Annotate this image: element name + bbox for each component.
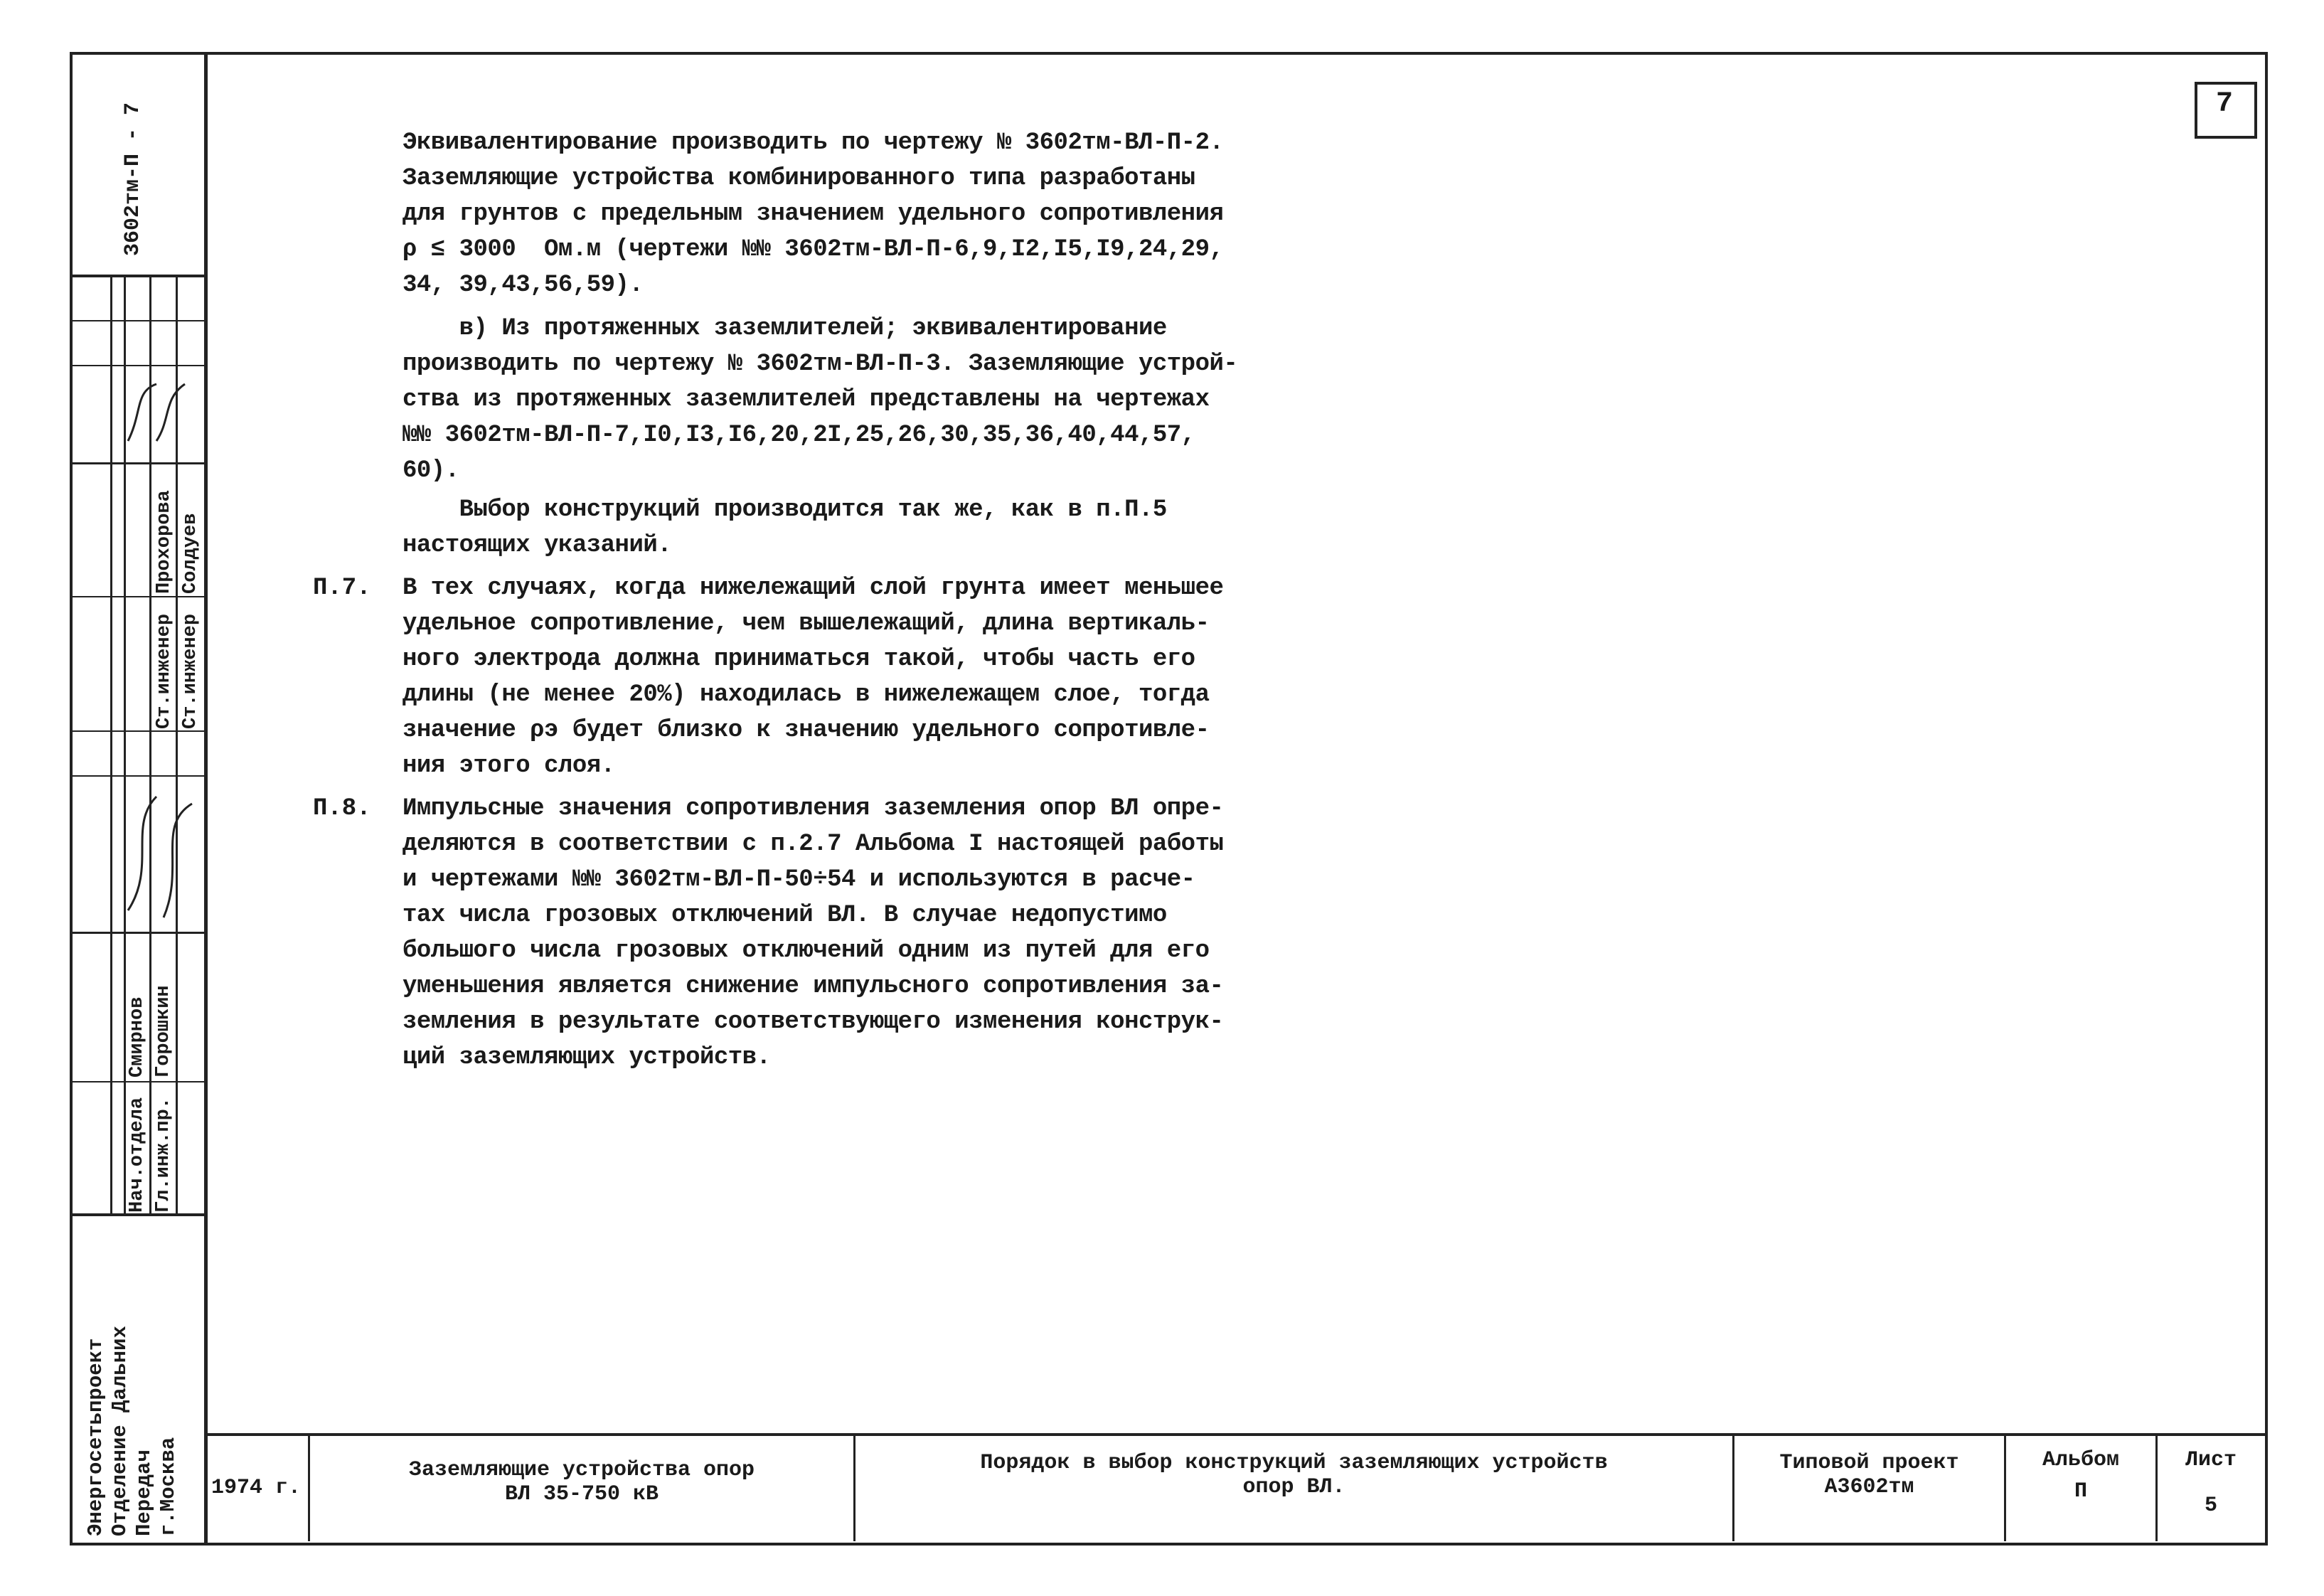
signer-role-2: Ст.инженер bbox=[180, 613, 201, 729]
paragraph-extended-earthing bbox=[403, 311, 1237, 489]
item-8-text bbox=[403, 791, 1223, 1075]
text-line: земления в результате соответствующего изменения конструк- bbox=[403, 1009, 1224, 1036]
album-value: П bbox=[2074, 1479, 2087, 1504]
signer-name-4: Горошкин bbox=[153, 985, 174, 1078]
sheet-number: 7 bbox=[2215, 88, 2233, 120]
text-line: Эквивалентирование производить по чертежу № 3602тм-ВЛ-П-2. bbox=[403, 129, 1224, 156]
text-line: ного электрода должна приниматься такой, чтобы часть его bbox=[403, 646, 1195, 673]
text-line: в) Из протяженных заземлителей; эквивалентирование bbox=[403, 315, 1167, 342]
signer-role-1: Ст.инженер bbox=[154, 613, 175, 729]
text-line: В тех случаях, когда нижележащий слой грунта имеет меньшее bbox=[403, 575, 1224, 602]
text-line: ства из протяженных заземлителей представлены на чертежах bbox=[403, 386, 1210, 413]
stamp-row bbox=[70, 320, 205, 321]
text-line: ния этого слоя. bbox=[403, 752, 615, 780]
signer-name-2: Солдуев bbox=[180, 513, 201, 594]
text-line: значение ρэ будет близко к значению удельного сопротивле- bbox=[403, 717, 1210, 744]
text-line: тах числа грозовых отключений ВЛ. В случае недопустимо bbox=[403, 902, 1167, 929]
sheet-value: 5 bbox=[2204, 1494, 2217, 1518]
stamp-row bbox=[70, 1081, 205, 1082]
text-line: настоящих указаний. bbox=[403, 532, 672, 559]
paragraph-equivalenting bbox=[403, 125, 1223, 303]
year: 1974 г. bbox=[210, 1476, 302, 1500]
text-line: Импульсные значения сопротивления заземления опор ВЛ опре- bbox=[403, 795, 1224, 822]
stamp-row bbox=[70, 365, 205, 366]
subject: Заземляющие устройства опор ВЛ 35-750 кВ bbox=[408, 1458, 755, 1506]
sheet-label: Лист bbox=[2185, 1448, 2237, 1472]
stamp-row bbox=[70, 730, 205, 732]
stamp-row bbox=[70, 462, 205, 464]
text-line: и чертежами №№ 3602тм-ВЛ-П-50÷54 и используются в расче- bbox=[403, 866, 1195, 893]
project-label: Типовой проект А3602тм bbox=[1779, 1451, 1959, 1499]
album-label: Альбом bbox=[2042, 1448, 2120, 1472]
stamp-divider bbox=[70, 1213, 205, 1216]
signer-role-4: Гл.инж.пр. bbox=[153, 1097, 174, 1213]
text-line: деляются в соответствии с п.2.7 Альбома I настоящей работы bbox=[403, 831, 1224, 858]
item-7-text bbox=[403, 570, 1223, 784]
side-drawing-code: 3602тм-П - 7 bbox=[121, 102, 145, 256]
organization-name: Энергосетьпроект Отделение Дальних Передач г.Москва bbox=[84, 1326, 180, 1536]
signer-name-3: Смирнов bbox=[127, 996, 148, 1078]
text-line: производить по чертежу № 3602тм-ВЛ-П-3. Заземляющие устрой- bbox=[403, 351, 1238, 378]
text-line: длины (не менее 20%) находилась в нижележащем слое, тогда bbox=[403, 681, 1210, 708]
signature-icon bbox=[114, 782, 199, 925]
item-7-label: П.7. bbox=[313, 575, 371, 602]
text-line: 60). bbox=[403, 457, 459, 484]
title-block-top bbox=[204, 1433, 2265, 1436]
stamp-row bbox=[70, 932, 205, 934]
text-line: №№ 3602тм-ВЛ-П-7,I0,I3,I6,20,2I,25,26,30,35,36,40,44,57, bbox=[403, 422, 1195, 449]
stamp-col bbox=[110, 275, 112, 1213]
signature-icon bbox=[114, 370, 199, 455]
signer-role-3: Нач.отдела bbox=[127, 1097, 148, 1213]
signer-name-1: Прохорова bbox=[154, 490, 175, 594]
text-line: Выбор конструкций производится так же, как в п.П.5 bbox=[403, 496, 1167, 523]
stamp-divider bbox=[70, 275, 205, 277]
item-8-label: П.8. bbox=[313, 795, 371, 822]
text-line: удельное сопротивление, чем вышележащий, длина вертикаль- bbox=[403, 610, 1210, 637]
text-line: для грунтов с предельным значением удельного сопротивления bbox=[403, 201, 1224, 228]
text-line: Заземляющие устройства комбинированного типа разработаны bbox=[403, 165, 1195, 192]
sheet-title: Порядок в выбор конструкций заземляющих устройств опор ВЛ. bbox=[980, 1451, 1608, 1499]
text-line: большого числа грозовых отключений одним из путей для его bbox=[403, 937, 1210, 964]
text-line: уменьшения является снижение импульсного сопротивления за- bbox=[403, 973, 1224, 1000]
text-line: ρ ≤ 3000 Ом.м (чертежи №№ 3602тм-ВЛ-П-6,9,I2,I5,I9,24,29, bbox=[403, 236, 1224, 263]
text-line: ций заземляющих устройств. bbox=[403, 1044, 771, 1071]
paragraph-selection bbox=[403, 492, 1167, 563]
text-line: 34, 39,43,56,59). bbox=[403, 272, 644, 299]
stamp-row bbox=[70, 775, 205, 777]
